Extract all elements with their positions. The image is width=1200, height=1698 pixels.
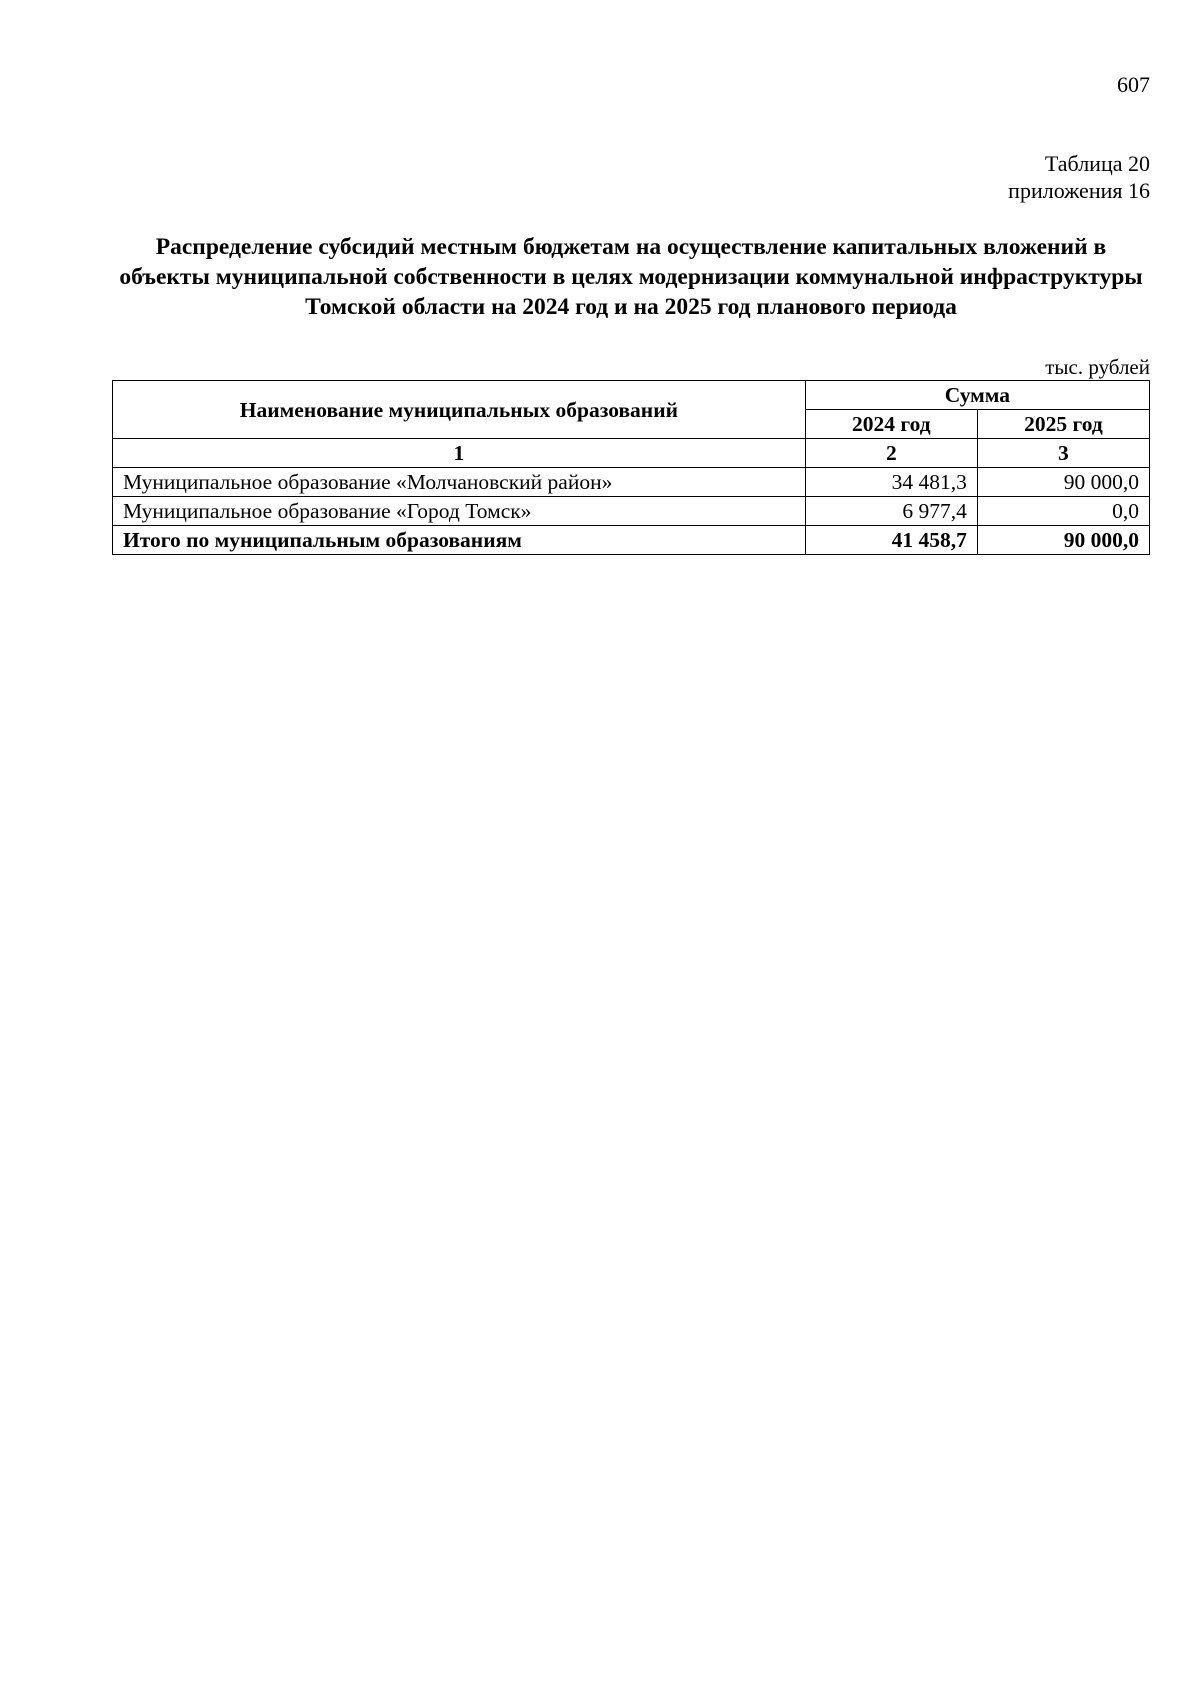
- row-value-2025: 0,0: [977, 497, 1149, 526]
- row-value-2024: 6 977,4: [805, 497, 977, 526]
- header-year-2024: 2024 год: [805, 410, 977, 439]
- table-reference-line1: Таблица 20: [1044, 151, 1150, 176]
- row-value-2024: 34 481,3: [805, 468, 977, 497]
- total-value-2024: 41 458,7: [805, 526, 977, 555]
- table-row: [113, 497, 1150, 526]
- total-name: Итого по муниципальным образованиям: [113, 526, 806, 555]
- column-number-1: 1: [113, 439, 806, 468]
- header-name: Наименование муниципальных образований: [113, 381, 806, 439]
- column-numbers-row: [113, 439, 1150, 468]
- column-number-3: 3: [977, 439, 1149, 468]
- units-label: тыс. рублей: [1045, 355, 1150, 379]
- row-name: Муниципальное образование «Молчановский район»: [113, 468, 806, 497]
- total-row: [113, 526, 1150, 555]
- column-number-2: 2: [805, 439, 977, 468]
- subsidy-table: [112, 380, 1150, 555]
- table-reference: [1008, 150, 1150, 204]
- row-value-2025: 90 000,0: [977, 468, 1149, 497]
- header-year-2025: 2025 год: [977, 410, 1149, 439]
- page-number: 607: [1117, 72, 1150, 97]
- row-name: Муниципальное образование «Город Томск»: [113, 497, 806, 526]
- total-value-2025: 90 000,0: [977, 526, 1149, 555]
- header-row: [113, 381, 1150, 410]
- table-reference-line2: приложения 16: [1008, 178, 1150, 203]
- table-row: [113, 468, 1150, 497]
- document-title: Распределение субсидий местным бюджетам на осуществление капитальных вложений в объекты муниципальной собственности в целях модернизации коммунальной инфраструктуры Томской области на 2024 год и на 2025 год планового периода: [119, 234, 1143, 320]
- header-sum: Сумма: [805, 381, 1149, 410]
